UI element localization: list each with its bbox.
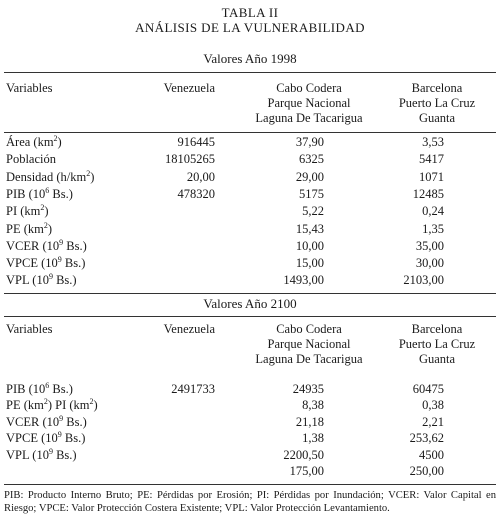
section-2100-heading: Valores Año 2100 bbox=[203, 296, 297, 311]
footnote: PIB: Producto Interno Bruto; PE: Pérdidas por Erosión; PI: Pérdidas por Inundación; VCER: Valor Capital en Riesgo; VPCE: Valor Protección Costera Existente; VPL: Valor Protección Levantamiento. bbox=[4, 490, 496, 514]
table-title: TABLA II bbox=[221, 5, 279, 20]
cell-barcelona: 3,53 bbox=[422, 135, 444, 149]
cell-venezuela: 916445 bbox=[177, 135, 215, 149]
row-label: VPL ($10^9$ Bs.) bbox=[6, 272, 77, 288]
cell-barcelona: 5417 bbox=[419, 152, 444, 167]
cell-barcelona: 60475 bbox=[412, 382, 444, 396]
cell-barcelona: 250,00 bbox=[409, 464, 444, 478]
col-header-variables: Variables bbox=[6, 322, 53, 336]
cell-cabo-codera: 10,00 bbox=[295, 238, 324, 253]
cell-barcelona: 35,00 bbox=[415, 238, 444, 253]
col-header-cabo-codera-line: Laguna De Tacarigua bbox=[255, 352, 363, 366]
section-1998-heading: Valores Año 1998 bbox=[203, 51, 297, 66]
row-label: Densidad $(h/km^2)$ bbox=[6, 168, 95, 184]
cell-cabo-codera: 6325 bbox=[299, 152, 324, 167]
row-label: VPCE ($10^9$ Bs.) bbox=[6, 430, 86, 446]
rule-mid-2100 bbox=[4, 316, 496, 317]
cell-barcelona: 1,35 bbox=[422, 221, 444, 236]
cell-barcelona: 0,38 bbox=[422, 398, 444, 413]
col-header-variables: Variables bbox=[6, 81, 53, 95]
cell-cabo-codera: 5,22 bbox=[302, 204, 324, 219]
col-header-venezuela: Venezuela bbox=[163, 322, 215, 336]
cell-barcelona: 4500 bbox=[419, 447, 444, 462]
row-label: PIB ($10^6$ Bs.) bbox=[6, 185, 73, 201]
col-header-barcelona-line: Puerto La Cruz bbox=[398, 337, 476, 351]
cell-barcelona: 2103,00 bbox=[403, 273, 444, 288]
col-header-barcelona-line: Guanta bbox=[418, 352, 456, 366]
col-header-barcelona-line: Puerto La Cruz bbox=[398, 96, 476, 110]
cell-cabo-codera: 21,18 bbox=[295, 414, 324, 429]
cell-cabo-codera: 175,00 bbox=[289, 464, 324, 478]
cell-cabo-codera: 37,90 bbox=[295, 135, 324, 149]
cell-cabo-codera: 2200,50 bbox=[283, 447, 324, 462]
cell-barcelona: 2,21 bbox=[422, 414, 444, 429]
cell-barcelona: 30,00 bbox=[415, 256, 444, 271]
rule-bottom bbox=[4, 484, 496, 485]
row-label: VPCE ($10^9$ Bs.) bbox=[6, 255, 86, 271]
row-label: VCER ($10^9$ Bs.) bbox=[6, 413, 87, 429]
row-label: PE $(km^2)$ PI $(km^2)$ bbox=[6, 397, 98, 413]
rule-top-1998 bbox=[4, 72, 496, 73]
row-label: VPL ($10^9$ Bs.) bbox=[6, 446, 77, 462]
cell-venezuela: 20,00 bbox=[186, 169, 215, 184]
cell-barcelona: 12485 bbox=[412, 186, 444, 201]
cell-barcelona: 0,24 bbox=[422, 204, 444, 219]
cell-cabo-codera: 1,38 bbox=[302, 431, 324, 446]
col-header-cabo-codera-line: Parque Nacional bbox=[267, 96, 351, 110]
rule-header-1998 bbox=[4, 132, 496, 133]
cell-cabo-codera: 5175 bbox=[299, 186, 324, 201]
col-header-cabo-codera-line: Cabo Codera bbox=[276, 81, 342, 95]
cell-cabo-codera: 29,00 bbox=[295, 169, 324, 184]
col-header-cabo-codera-line: Laguna De Tacarigua bbox=[255, 111, 363, 125]
col-header-cabo-codera-line: Parque Nacional bbox=[267, 337, 351, 351]
cell-cabo-codera: 24935 bbox=[292, 382, 324, 396]
table-subtitle: ANÁLISIS DE LA VULNERABILIDAD bbox=[135, 20, 365, 35]
col-header-barcelona-line: Guanta bbox=[418, 111, 456, 125]
cell-cabo-codera: 15,00 bbox=[295, 256, 324, 271]
cell-barcelona: 1071 bbox=[419, 169, 444, 184]
cell-venezuela: 478320 bbox=[177, 186, 215, 201]
cell-venezuela: 18105265 bbox=[165, 152, 215, 167]
cell-cabo-codera: 8,38 bbox=[302, 398, 324, 413]
col-header-barcelona-line: Barcelona bbox=[411, 81, 463, 95]
row-label: PIB ($10^6$ Bs.) bbox=[6, 381, 73, 396]
cell-venezuela: 2491733 bbox=[171, 382, 215, 396]
cell-cabo-codera: 15,43 bbox=[295, 221, 324, 236]
col-header-venezuela: Venezuela bbox=[163, 81, 215, 95]
rule-top-2100 bbox=[4, 293, 496, 294]
col-header-cabo-codera-line: Cabo Codera bbox=[276, 322, 342, 336]
col-header-barcelona-line: Barcelona bbox=[411, 322, 463, 336]
row-label: PE $(km^2)$ bbox=[6, 220, 53, 236]
row-label: VCER ($10^9$ Bs.) bbox=[6, 237, 87, 253]
row-label: Área $(km^2)$ bbox=[6, 134, 62, 149]
cell-barcelona: 253,62 bbox=[409, 431, 444, 446]
row-label: PI $(km^2)$ bbox=[6, 203, 49, 219]
row-label: Población bbox=[6, 152, 56, 167]
cell-cabo-codera: 1493,00 bbox=[283, 273, 324, 288]
